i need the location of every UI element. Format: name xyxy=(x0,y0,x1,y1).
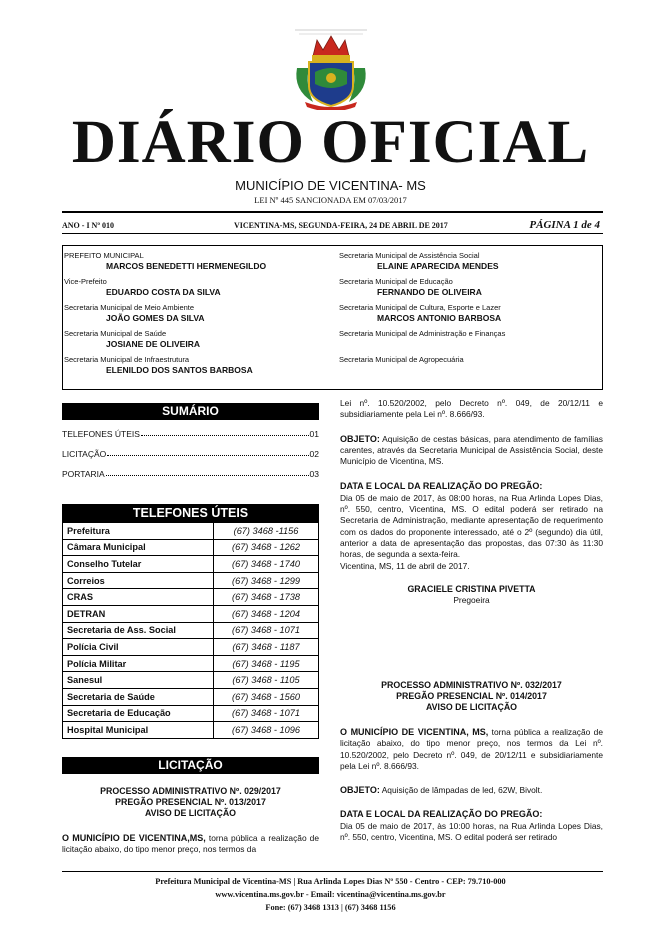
table-row: Conselho Tutelar (67) 3468 - 1740 xyxy=(63,556,319,573)
signer-name: GRACIELE CRISTINA PIVETTA xyxy=(407,583,536,594)
footer-web-email[interactable]: www.vicentina.ms.gov.br - Email: vicentina@vicentina.ms.gov.br xyxy=(215,890,446,899)
sumario-heading: SUMÁRIO xyxy=(62,403,319,420)
table-row: Hospital Municipal (67) 3468 - 1096 xyxy=(63,722,319,739)
official-entry: PREFEITO MUNICIPAL MARCOS BENEDETTI HERMENEGILDO xyxy=(64,251,267,271)
table-row: DETRAN (67) 3468 - 1204 xyxy=(63,605,319,622)
official-entry: Vice-Prefeito EDUARDO COSTA DA SILVA xyxy=(64,277,221,297)
official-entry: Secretaria Municipal de Administração e Finanças xyxy=(339,329,506,338)
licitacao-heading: LICITAÇÃO xyxy=(62,757,319,774)
licitacao-notice-1-body: Lei nº. 10.520/2002, pelo Decreto nº. 049, de 20/12/11 e subsidiariamente pela Lei nº. 8.666/93. OBJETO: Aquisição de cestas básicas, para atendimento de famílias carentes, através da Secretaria Municipal de Assistência Social, deste Município de Vicentina, MS. DATA E LOCAL DA REALIZAÇÃO DO PREGÃO: Dia 05 de maio de 2017, às 08:00 horas, na Rua Arlinda Lopes Dias, nº. 550, centro, Vicentina, MS. O edital poderá ser retirado na Secretaria de Administração, mediante apresentação de requerimento com os dados do proponente interessado, até o 2º (segundo) dia útil, anterior a data de apresentação das propostas, das 07:30 às 11:30 horas, de segunda a sexta-feira. Vicentina, MS, 11 de abril de 2017. GRACIELE CRISTINA PIVETTA Pregoeira xyxy=(340,398,603,605)
table-row: Sanesul (67) 3468 - 1105 xyxy=(63,672,319,689)
divider xyxy=(62,871,603,872)
table-row: CRAS (67) 3468 - 1738 xyxy=(63,589,319,606)
newspaper-title: DIÁRIO OFICIAL xyxy=(71,109,590,176)
divider xyxy=(62,211,603,213)
official-entry: Secretaria Municipal de Saúde JOSIANE DE OLIVEIRA xyxy=(64,329,200,349)
municipality-name: MUNICÍPIO DE VICENTINA- MS xyxy=(235,178,426,193)
table-row: Secretaria de Educação (67) 3468 - 1071 xyxy=(63,705,319,722)
official-entry: Secretaria Municipal de Agropecuária xyxy=(339,355,464,364)
official-entry: Secretaria Municipal de Educação FERNANDO DE OLIVEIRA xyxy=(339,277,482,297)
toc-entry-telefones[interactable]: TELEFONES ÚTEIS 01 xyxy=(62,429,319,439)
issue-date: VICENTINA-MS, SEGUNDA-FEIRA, 24 DE ABRIL DE 2017 xyxy=(234,221,448,230)
official-entry: Secretaria Municipal de Infraestrutura ELENILDO DOS SANTOS BARBOSA xyxy=(64,355,253,375)
page-footer: Prefeitura Municipal de Vicentina-MS | Rua Arlinda Lopes Dias Nº 550 - Centro - CEP: 79.710-000 www.vicentina.ms.gov.br - Email: vicentina@vicentina.ms.gov.br Fone: (67) 3468 1313 | (67) 3468 1156 xyxy=(0,875,661,914)
table-row: Secretaria de Ass. Social (67) 3468 - 1071 xyxy=(63,622,319,639)
issue-info-bar xyxy=(62,219,602,231)
table-row: Prefeitura (67) 3468 -1156 xyxy=(63,523,319,540)
official-entry: Secretaria Municipal de Cultura, Esporte e Lazer MARCOS ANTONIO BARBOSA xyxy=(339,303,502,323)
law-reference: LEI Nº 445 SANCIONADA EM 07/03/2017 xyxy=(254,195,407,205)
notice-2-intro: O MUNICÍPIO DE VICENTINA, MS, torna pública a realização de licitação abaixo, do tipo menor preço, nos termos da Lei nº. 10.520/2002, pelo Decreto nº. 049, de 20/12/11 e subsidiariamente pela Lei nº. 8.666/93. xyxy=(340,727,603,771)
official-entry: Secretaria Municipal de Meio Ambiente JOÃO GOMES DA SILVA xyxy=(64,303,205,323)
officials-box xyxy=(62,245,603,390)
official-entry: Secretaria Municipal de Assistência Social ELAINE APARECIDA MENDES xyxy=(339,251,499,271)
table-row: Polícia Civil (67) 3468 - 1187 xyxy=(63,639,319,656)
table-row: Correios (67) 3468 - 1299 xyxy=(63,572,319,589)
notice-1-intro: O MUNICÍPIO DE VICENTINA,MS, torna pública a realização de licitação abaixo, do tipo menor preço, nos termos da xyxy=(62,833,319,855)
page-indicator: PÁGINA 1 de 4 xyxy=(529,219,600,231)
signer-role: Pregoeira xyxy=(453,594,490,605)
toc-entry-licitacao[interactable]: LICITAÇÃO 02 xyxy=(62,449,319,459)
table-row: Câmara Municipal (67) 3468 - 1262 xyxy=(63,539,319,556)
notice-1-objeto: OBJETO: Aquisição de cestas básicas, para atendimento de famílias carentes, através da Secretaria Municipal de Assistência Social, deste Município de Vicentina, MS. xyxy=(340,433,603,467)
issue-number: ANO - I Nº 010 xyxy=(62,221,114,230)
licitacao-notice-1-header: PROCESSO ADMINISTRATIVO Nº. 029/2017 PREGÃO PRESENCIAL Nº. 013/2017 AVISO DE LICITAÇÃO O MUNICÍPIO DE VICENTINA,MS, torna pública a realização de licitação abaixo, do tipo menor preço, nos termos da xyxy=(62,786,319,855)
divider xyxy=(62,233,603,234)
notice-2-objeto: OBJETO: Aquisição de lâmpadas de led, 62W, Bivolt. xyxy=(340,785,543,796)
municipal-coat-of-arms xyxy=(291,28,371,110)
telefones-heading: TELEFONES ÚTEIS xyxy=(62,504,319,522)
toc-entry-portaria[interactable]: PORTARIA 03 xyxy=(62,469,319,479)
phone-table xyxy=(62,522,319,739)
licitacao-notice-2: PROCESSO ADMINISTRATIVO Nº. 032/2017 PREGÃO PRESENCIAL Nº. 014/2017 AVISO DE LICITAÇÃO O MUNICÍPIO DE VICENTINA, MS, torna pública a realização de licitação abaixo, do tipo menor preço, nos termos da Lei nº. 10.520/2002, pelo Decreto nº. 049, de 20/12/11 e subsidiariamente pela Lei nº. 8.666/93. OBJETO: Aquisição de lâmpadas de led, 62W, Bivolt. DATA E LOCAL DA REALIZAÇÃO DO PREGÃO: Dia 05 de maio de 2017, às 10:00 horas, na Rua Arlinda Lopes Dias, nº. 550, centro, Vicentina, MS. O edital poderá ser retirado xyxy=(340,680,603,843)
table-row: Secretaria de Saúde (67) 3468 - 1560 xyxy=(63,688,319,705)
table-row: Polícia Militar (67) 3468 - 1195 xyxy=(63,655,319,672)
